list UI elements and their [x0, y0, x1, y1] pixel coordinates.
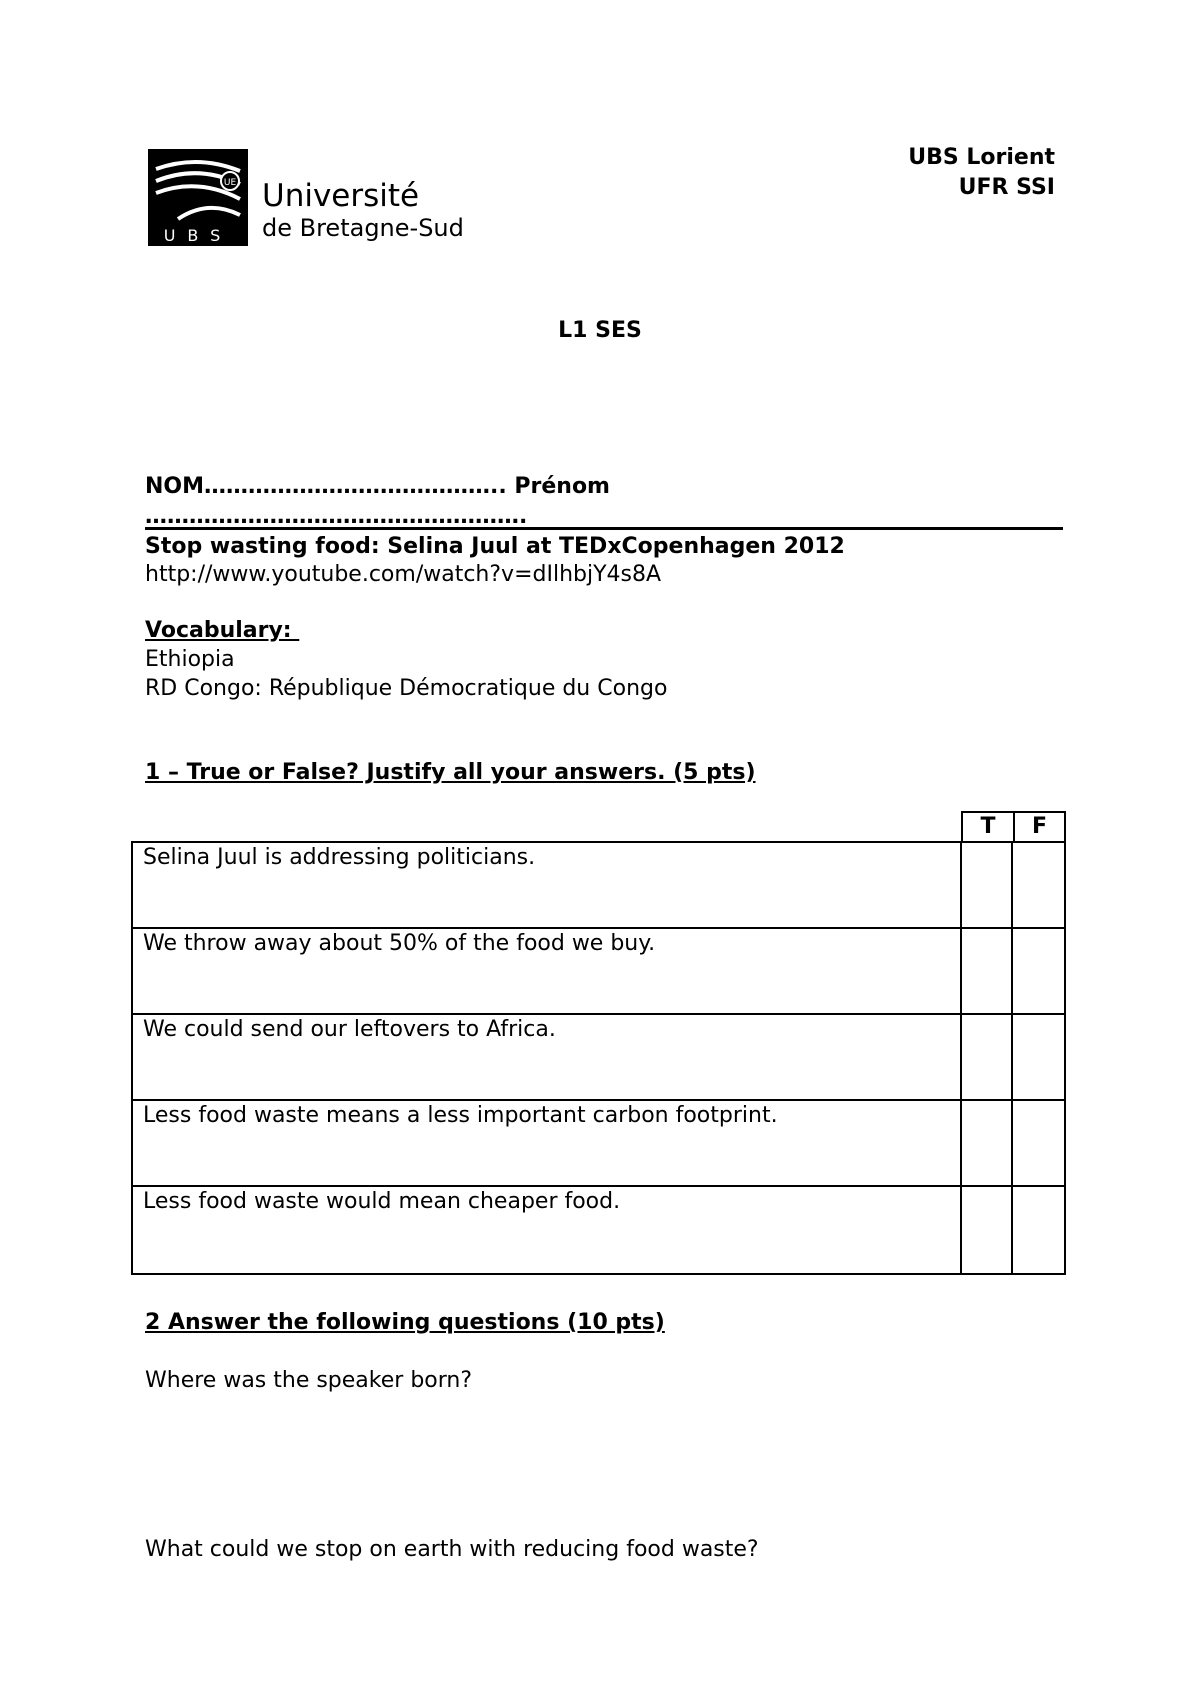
- ubs-logo-emblem: [148, 149, 248, 246]
- emblem-text: UBS: [163, 226, 233, 245]
- question-2: What could we stop on earth with reducing food waste?: [145, 1537, 759, 1562]
- false-checkbox-cell[interactable]: [1013, 843, 1064, 927]
- ubs-emblem-icon: [148, 149, 248, 246]
- faculty-name: UFR SSI: [958, 175, 1055, 200]
- dots-line: …………………………………………….: [145, 504, 528, 529]
- course-title: L1 SES: [558, 318, 642, 343]
- section2-heading: 2 Answer the following questions (10 pts): [145, 1310, 665, 1335]
- question-1: Where was the speaker born?: [145, 1368, 473, 1393]
- divider: [145, 527, 1063, 530]
- university-name-line2: de Bretagne-Sud: [262, 214, 464, 242]
- true-checkbox-cell[interactable]: [962, 843, 1013, 927]
- table-row: [133, 843, 1064, 929]
- column-header-true: T: [961, 811, 1015, 841]
- nom-prenom-line: NOM………………………………….. Prénom: [145, 474, 610, 499]
- table-row: [133, 1187, 1064, 1273]
- false-checkbox-cell[interactable]: [1013, 1015, 1064, 1099]
- true-false-grid: [131, 841, 1066, 1275]
- student-identity: [145, 472, 610, 532]
- ue-badge-text: UE: [223, 178, 237, 188]
- section1-heading: 1 – True or False? Justify all your answers. (5 pts): [145, 760, 756, 785]
- true-checkbox-cell[interactable]: [962, 1015, 1013, 1099]
- talk-url: http://www.youtube.com/watch?v=dIlhbjY4s8A: [145, 562, 662, 587]
- false-checkbox-cell[interactable]: [1013, 929, 1064, 1013]
- false-checkbox-cell[interactable]: [1013, 1101, 1064, 1185]
- column-header-false: F: [1013, 811, 1066, 841]
- false-checkbox-cell[interactable]: [1013, 1187, 1064, 1273]
- statement: Less food waste means a less important carbon footprint.: [133, 1101, 962, 1185]
- university-name: [262, 178, 464, 242]
- statement: We could send our leftovers to Africa.: [133, 1015, 962, 1099]
- vocabulary-item: RD Congo: République Démocratique du Congo: [145, 676, 668, 701]
- campus-name: UBS Lorient: [908, 145, 1055, 170]
- table-row: [133, 929, 1064, 1015]
- table-row: [133, 1101, 1064, 1187]
- table-row: [133, 1015, 1064, 1101]
- vocabulary-heading: Vocabulary:: [145, 618, 300, 643]
- campus-info: [908, 143, 1055, 203]
- statement: We throw away about 50% of the food we buy.: [133, 929, 962, 1013]
- statement: Less food waste would mean cheaper food.: [133, 1187, 962, 1273]
- university-name-line1: Université: [262, 178, 420, 214]
- statement: Selina Juul is addressing politicians.: [133, 843, 962, 927]
- true-checkbox-cell[interactable]: [962, 929, 1013, 1013]
- talk-title: Stop wasting food: Selina Juul at TEDxCopenhagen 2012: [145, 534, 845, 559]
- vocabulary-item: Ethiopia: [145, 647, 235, 672]
- true-checkbox-cell[interactable]: [962, 1187, 1013, 1273]
- true-checkbox-cell[interactable]: [962, 1101, 1013, 1185]
